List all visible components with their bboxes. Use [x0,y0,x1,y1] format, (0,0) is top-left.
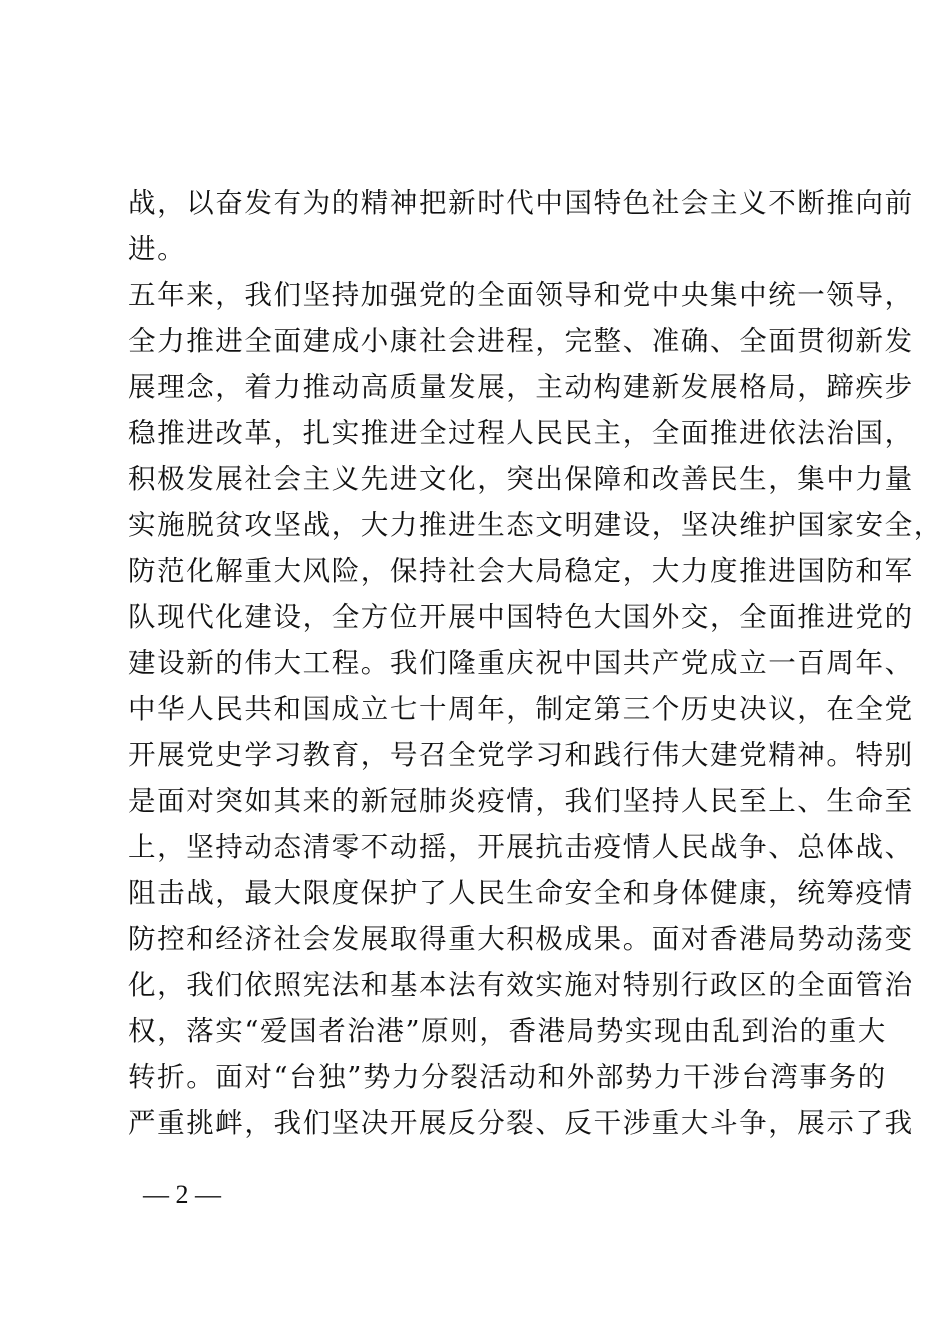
text-line: 实施脱贫攻坚战，大力推进生态文明建设，坚决维护国家安全， [128,509,943,541]
text-line: 开展党史学习教育，号召全党学习和践行伟大建党精神。特别 [128,739,914,771]
text-line: 中华人民共和国成立七十周年，制定第三个历史决议，在全党 [128,693,914,725]
text-line: 上，坚持动态清零不动摇，开展抗击疫情人民战争、总体战、 [128,831,914,863]
text-line: 五年来，我们坚持加强党的全面领导和党中央集中统一领导， [128,279,914,311]
text-line: 权，落实“爱国者治港”原则，香港局势实现由乱到治的重大 [128,1015,887,1047]
text-line: 防控和经济社会发展取得重大积极成果。面对香港局势动荡变 [128,923,914,955]
text-line: 阻击战，最大限度保护了人民生命安全和身体健康，统筹疫情 [128,877,914,909]
text-line: 化，我们依照宪法和基本法有效实施对特别行政区的全面管治 [128,969,914,1001]
text-line: 防范化解重大风险，保持社会大局稳定，大力度推进国防和军 [128,555,914,587]
text-line: 积极发展社会主义先进文化，突出保障和改善民生，集中力量 [128,463,914,495]
body-text [128,180,943,1146]
text-line: 全力推进全面建成小康社会进程，完整、准确、全面贯彻新发 [128,325,914,357]
text-line: 严重挑衅，我们坚决开展反分裂、反干涉重大斗争，展示了我 [128,1107,914,1139]
text-line: 战，以奋发有为的精神把新时代中国特色社会主义不断推向前 [128,187,914,219]
page-number: — 2 — [143,1180,221,1209]
text-line: 转折。面对“台独”势力分裂活动和外部势力干涉台湾事务的 [128,1061,887,1093]
text-line: 进。 [128,233,187,265]
text-line: 是面对突如其来的新冠肺炎疫情，我们坚持人民至上、生命至 [128,785,914,817]
text-line: 稳推进改革，扎实推进全过程人民民主，全面推进依法治国， [128,417,914,449]
text-line: 展理念，着力推动高质量发展，主动构建新发展格局，蹄疾步 [128,371,914,403]
text-line: 建设新的伟大工程。我们隆重庆祝中国共产党成立一百周年、 [128,647,914,679]
text-line: 队现代化建设，全方位开展中国特色大国外交，全面推进党的 [128,601,914,633]
